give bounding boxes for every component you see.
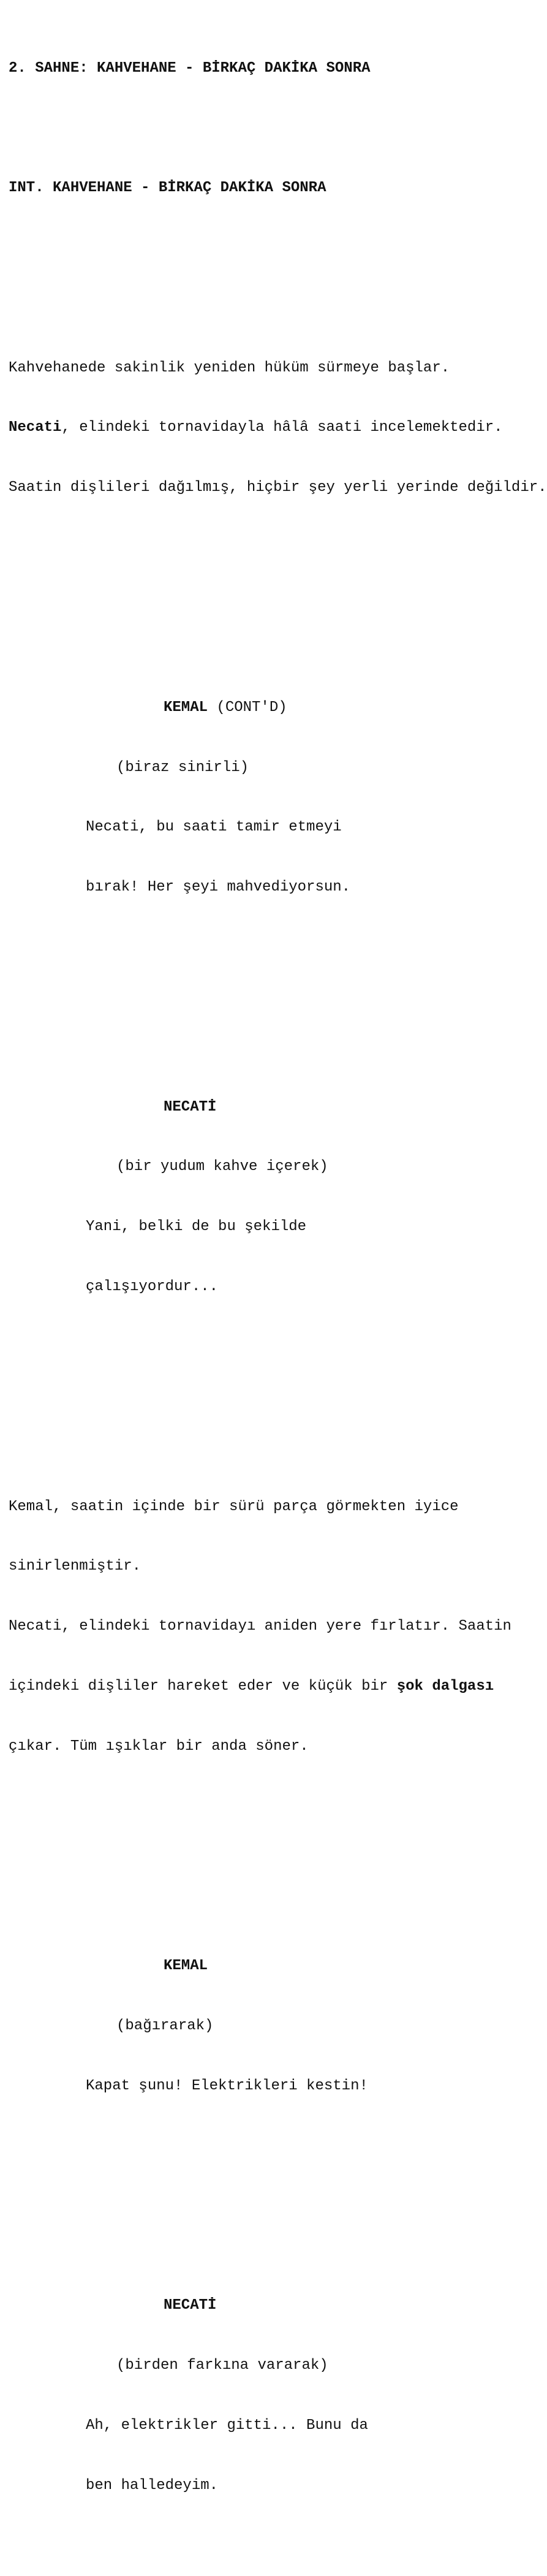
action-line: Saatin dişlileri dağılmış, hiçbir şey yerli yerinde değildir. [9, 479, 547, 496]
spacer [9, 2176, 529, 2197]
dialogue-block-2 [9, 1057, 529, 1337]
spacer [9, 978, 529, 998]
action-text: , elindeki tornavidayla hâlâ saati incelemektedir. [61, 419, 503, 436]
character-name: NECATİ [164, 1098, 217, 1115]
action-block-2 [9, 1457, 529, 1796]
spacer [9, 1377, 529, 1397]
character-extension: (CONT'D) [208, 699, 287, 716]
spacer [9, 119, 529, 139]
dialogue-line: Yani, belki de bu şekilde [86, 1218, 307, 1236]
dialogue-line: Ah, elektrikler gitti... Bunu da [86, 2417, 368, 2434]
action-line: Kahvehanede sakinlik yeniden hüküm sürmeye başlar. [9, 359, 450, 376]
action-line [9, 1677, 529, 1697]
dialogue-line: Kapat şunu! Elektrikleri kestin! [86, 2077, 368, 2094]
character-cue [9, 698, 529, 718]
parenthetical: (bağırarak) [116, 2017, 214, 2034]
action-block-1 [9, 319, 547, 539]
dialogue-line: çalışıyordur... [86, 1279, 219, 1295]
scene-title: 2. SAHNE: KAHVEHANE - BİRKAÇ DAKİKA SONRA [9, 59, 371, 77]
character-name: KEMAL [164, 1958, 208, 1975]
dialogue-block-1 [9, 658, 529, 938]
spacer [9, 238, 529, 259]
action-line: sinirlenmiştir. [9, 1558, 141, 1575]
parenthetical: (birden farkına vararak) [116, 2357, 328, 2374]
action-line: Necati, elindeki tornavidayı aniden yere fırlatır. Saatin [9, 1618, 511, 1635]
character-name: NECATİ [164, 2297, 217, 2314]
action-line: çıkar. Tüm ışıklar bir anda söner. [9, 1738, 309, 1755]
dialogue-line: bırak! Her şeyi mahvediyorsun. [86, 879, 351, 896]
emphasis-text: şok dalgası [396, 1677, 494, 1695]
parenthetical: (biraz sinirli) [116, 759, 249, 776]
action-line: Kemal, saatin içinde bir sürü parça görmekten iyice [9, 1498, 459, 1515]
dialogue-block-4 [9, 2256, 529, 2536]
action-text: içindeki dişliler hareket eder ve küçük bir [9, 1677, 397, 1695]
dialogue-line: Necati, bu saati tamir etmeyi [86, 819, 342, 836]
dialogue-block-3 [9, 1917, 529, 2137]
dialogue-line: ben halledeyim. [86, 2477, 219, 2494]
parenthetical: (bir yudum kahve içerek) [116, 1158, 328, 1176]
action-line [9, 418, 529, 438]
spacer [9, 578, 529, 598]
screenplay-page [9, 0, 547, 2494]
scene-heading: INT. KAHVEHANE - BİRKAÇ DAKİKA SONRA [9, 180, 326, 197]
spacer [9, 1837, 529, 1857]
character-name: KEMAL [164, 699, 208, 716]
character-mention: Necati [9, 419, 62, 436]
